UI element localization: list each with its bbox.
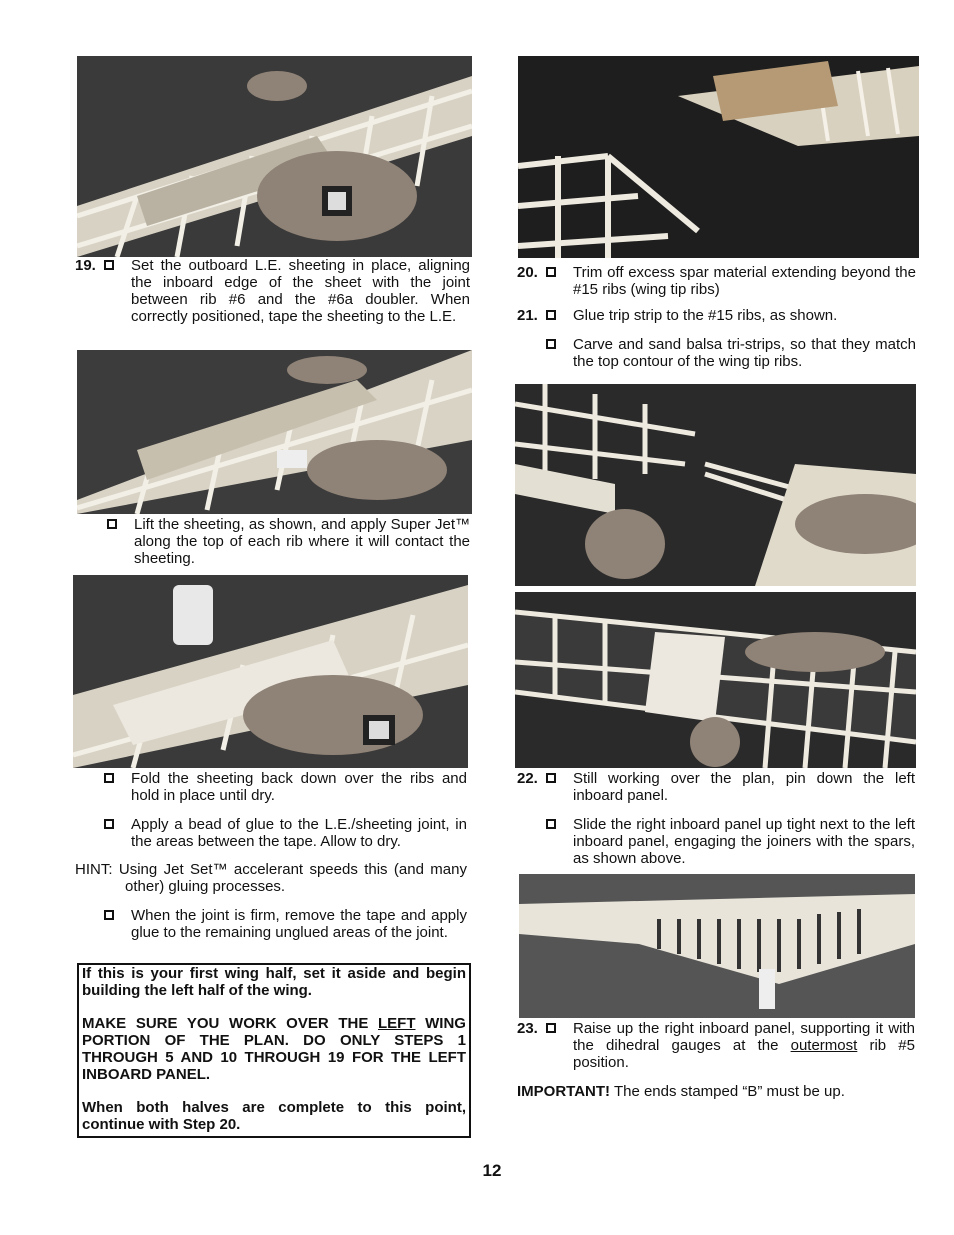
step-22-checkbox[interactable] [546,773,556,783]
step-21-text: Glue trip strip to the #15 ribs, as shown. [573,307,838,324]
step-19b-text: Lift the sheeting, as shown, and apply Super Jet™ along the top of each rib where it will contact the sheeting. [134,516,470,567]
step-22-number: 22. [517,770,538,787]
hint-text: HINT: Using Jet Set™ accelerant speeds this (and many other) gluing processes. [75,861,467,895]
step-19-number: 19. [75,257,96,274]
step-19c-text: Fold the sheeting back down over the ribs and hold in place until dry. [131,770,467,804]
step-23-checkbox[interactable] [546,1023,556,1033]
step-21-checkbox[interactable] [546,310,556,320]
step-20-checkbox[interactable] [546,267,556,277]
important-note: IMPORTANT! The ends stamped “B” must be up. [517,1083,845,1100]
lift-sheeting-glue-photo [77,350,472,514]
step-21b-text: Carve and sand balsa tri-strips, so that they match the top contour of the wing tip ribs. [573,336,916,370]
step-20-text: Trim off excess spar material extending beyond the #15 ribs (wing tip ribs) [573,264,916,298]
step-19d-checkbox[interactable] [104,819,114,829]
step-20-number: 20. [517,264,538,281]
notice-first-half: If this is your first wing half, set it aside and begin building the left half of the wing. [82,965,466,999]
step-22b-text: Slide the right inboard panel up tight next to the left inboard panel, engaging the joiners with the spars, as shown above. [573,816,915,867]
step-19-text: Set the outboard L.E. sheeting in place, aligning the inboard edge of the sheet with the joint between rib #6 and the #6a doubler. When correctly positioned, tape the sheeting to the L.E. [131,257,470,325]
wing-tip-carving-photo [518,56,919,258]
notice-left-plan: MAKE SURE YOU WORK OVER THE LEFT WING PORTION OF THE PLAN. DO ONLY STEPS 1 THROUGH 5 AND 10 THROUGH 19 FOR THE LEFT INBOARD PANEL. [82,1015,466,1083]
step-19b-checkbox[interactable] [107,519,117,529]
step-19d-text: Apply a bead of glue to the L.E./sheeting joint, in the areas between the tape. Allow to dry. [131,816,467,850]
dihedral-gauges-photo [519,874,915,1018]
step-19-checkbox[interactable] [104,260,114,270]
notice-box [77,963,471,1138]
page-number: 12 [482,1161,502,1180]
notice-continue: When both halves are complete to this point, continue with Step 20. [82,1099,466,1133]
step-22-text: Still working over the plan, pin down the left inboard panel. [573,770,915,804]
inboard-panel-slide-photo [515,592,916,768]
fold-sheeting-photo [73,575,468,768]
step-19c-checkbox[interactable] [104,773,114,783]
step-23-text: Raise up the right inboard panel, supporting it with the dihedral gauges at the outermost rib #5 position. [573,1020,915,1071]
wing-le-sheeting-photo [77,56,472,257]
inboard-panel-joiners-photo [515,384,916,586]
step-19e-checkbox[interactable] [104,910,114,920]
step-21-number: 21. [517,307,538,324]
step-21b-checkbox[interactable] [546,339,556,349]
step-22b-checkbox[interactable] [546,819,556,829]
step-23-number: 23. [517,1020,538,1037]
step-19e-text: When the joint is firm, remove the tape and apply glue to the remaining unglued areas of the joint. [131,907,467,941]
